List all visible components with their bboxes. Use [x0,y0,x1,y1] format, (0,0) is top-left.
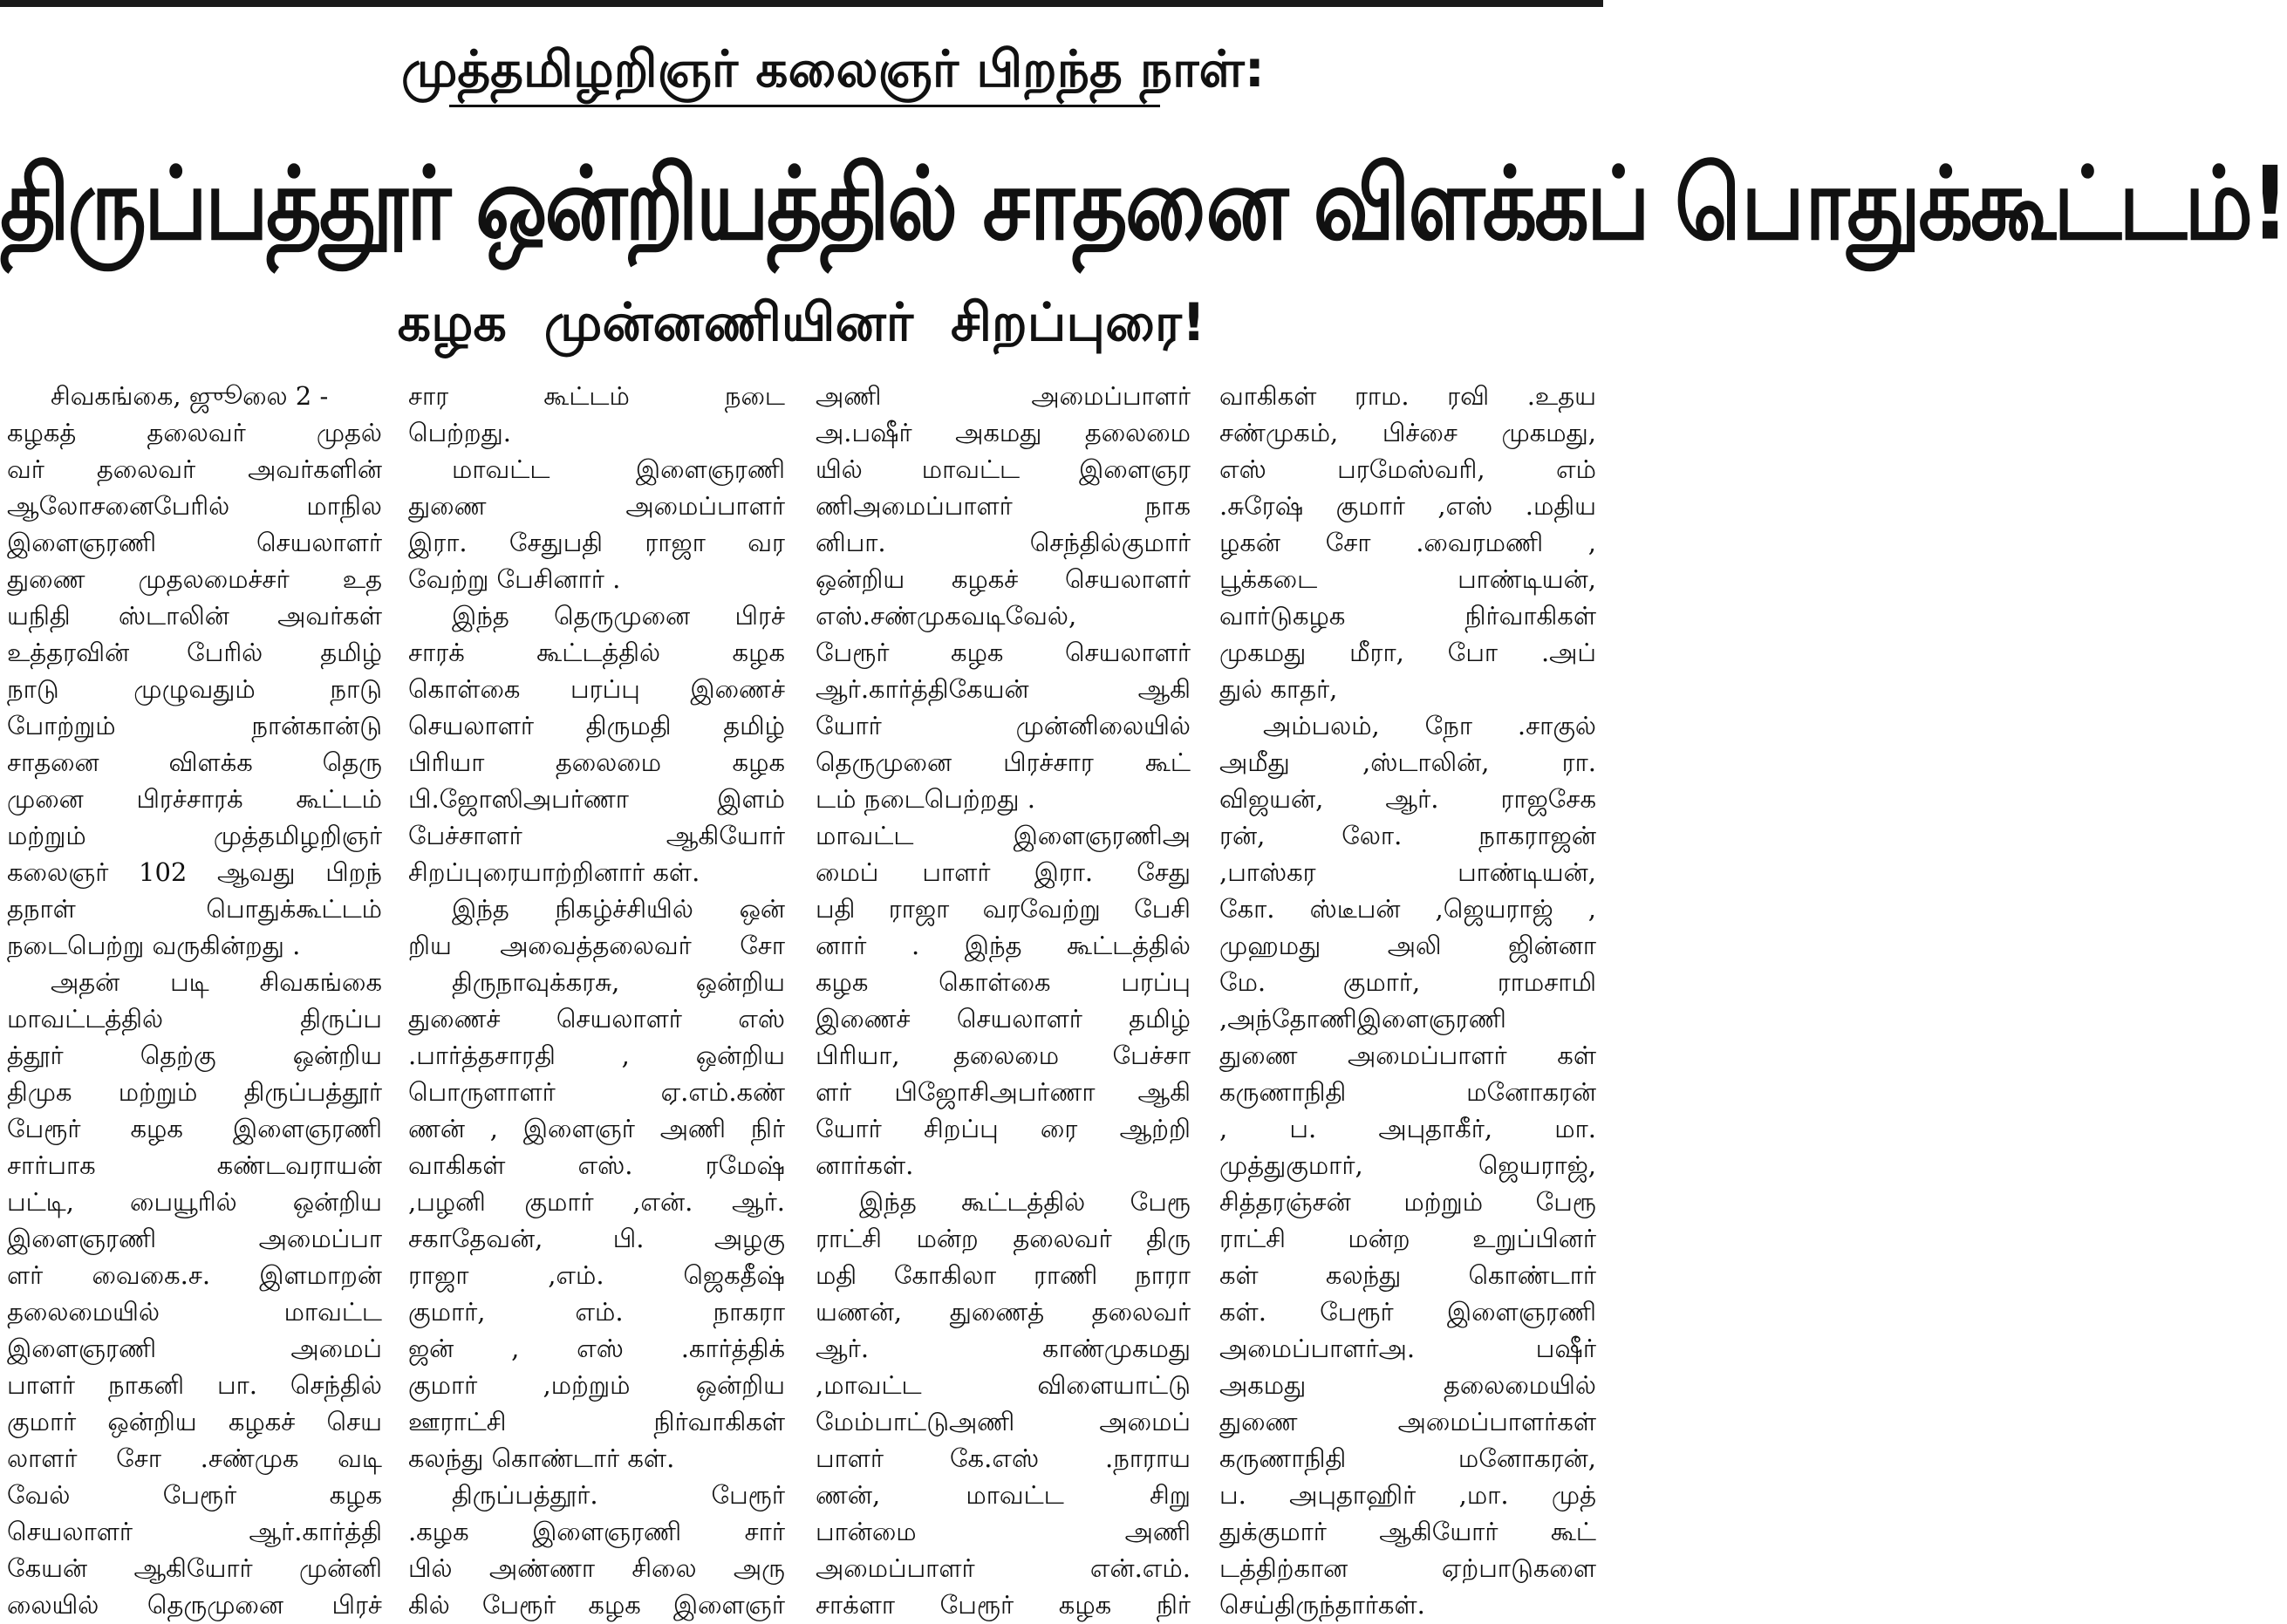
column-text-line: னார்கள். [816,1150,914,1180]
column-text-line: ஆர். காண்முகமது [816,1334,1191,1363]
column-text-line: டத்திற்கான ஏற்பாடுகளை [1219,1553,1596,1583]
column-text-line: சாதனை விளக்க தெரு [7,747,382,777]
column-text-line: துணை முதலமைச்சர் உத [7,564,382,594]
column-text-line: அமைப்பாளர்அ. பஷீர் [1219,1334,1596,1363]
column-text-line: மேம்பாட்டுஅணி அமைப் [816,1407,1191,1436]
column-text-line: சிறப்புரையாற்றினார் கள். [408,857,700,887]
column-text-line: திருநாவுக்கரசு, ஒன்றிய [452,967,785,997]
column-text-line: சண்முகம், பிச்சை முகமது, [1219,418,1596,447]
column-text-line: னிபா. செந்தில்குமார் [816,528,1191,557]
column-text-line: ,அந்தோணிஇளைஞரணி [1219,1004,1506,1034]
column-text-line: ணிஅமைப்பாளர் நாக [816,491,1191,521]
column-text-line: இந்த நிகழ்ச்சியில் ஒன் [452,894,785,924]
column-text-line: இளைஞரணி அமைப்பா [7,1224,382,1253]
column-text-line: துணை அமைப்பாளர்கள் [1219,1407,1596,1436]
column-text-line: அ.பஷீர் அகமது தலைமை [816,418,1191,447]
column-text-line: மே. குமார், ராமசாமி [1219,967,1596,997]
column-text-line: கலைஞர் 102 ஆவது பிறந் [7,857,382,887]
column-text-line: யநிதி ஸ்டாலின் அவர்கள் [7,601,382,631]
column-text-line: யோர் சிறப்பு ரை ஆற்றி [816,1114,1191,1143]
column-text-line: துக்குமார் ஆகியோர் கூட் [1219,1517,1596,1546]
column-text-line: ஆலோசனைபேரில் மாநில [7,491,382,521]
column-text-line: துணை அமைப்பாளர் [408,491,785,521]
column-text-line: பி.ஜோஸிஅபர்ணா இளம் [408,784,785,814]
column-text-line: பதி ராஜா வரவேற்று பேசி [816,894,1191,924]
column-text-line: லையில் தெருமுனை பிரச் [7,1590,382,1620]
column-text-line: இந்த கூட்டத்தில் பேரூ [859,1187,1191,1217]
column-text-line: சிவகங்கை, ஜுூலை 2 - [51,381,329,411]
column-text-line: தெருமுனை பிரச்சார கூட் [816,747,1191,777]
column-text-line: லாளர் சோ .சண்முக வடி [7,1443,382,1473]
column-text-line: இந்த தெருமுனை பிரச் [452,601,785,631]
article-kicker: முத்தமிழறிஞர் கலைஞர் பிறந்த நாள்: [401,39,1265,99]
column-text-line: ,பாஸ்கர பாண்டியன், [1219,857,1596,887]
column-text-line: அணி அமைப்பாளர் [816,381,1191,411]
column-text-line: ளர் வைகை.ச. இளமாறன் [7,1260,382,1290]
column-text-line: யில் மாவட்ட இளைஞர [816,454,1191,484]
column-text-line: குமார், எம். நாகரா [408,1297,785,1327]
column-text-line: றிய அவைத்தலைவர் சோ [408,931,785,960]
column-text-line: ணன், மாவட்ட சிறு [816,1480,1191,1510]
column-text-line: .பார்த்தசாரதி , ஒன்றிய [408,1041,785,1070]
column-text-line: கள் கலந்து கொண்டார் [1219,1260,1596,1290]
column-text-line: ராஜா ,எம். ஜெகதீஷ் [408,1260,785,1290]
column-text-line: பேச்சாளர் ஆகியோர் [408,821,785,850]
column-text-line: ப. அபுதாஹிர் ,மா. முத் [1219,1480,1596,1510]
text-column-3 [816,378,1191,1624]
column-text-line: மதி கோகிலா ராணி நாரா [816,1260,1191,1290]
column-text-line: தநாள் பொதுக்கூட்டம் [7,894,382,924]
column-text-line: சாக்ளா பேரூர் கழக நிர் [816,1590,1191,1620]
column-text-line: இரா. சேதுபதி ராஜா வர [408,528,785,557]
column-text-line: முனை பிரச்சாரக் கூட்டம் [7,784,382,814]
column-text-line: எஸ் பரமேஸ்வரி, எம் [1219,454,1596,484]
column-text-line: பாளர் கே.எஸ் .நாராய [816,1443,1191,1473]
column-text-line: ராட்சி மன்ற உறுப்பினர் [1219,1224,1596,1253]
text-column-1 [7,378,382,1624]
column-text-line: பிரியா தலைமை கழக [408,747,785,777]
column-text-line: பூக்கடை பாண்டியன், [1219,564,1596,594]
column-text-line: சாரக் கூட்டத்தில் கழக [408,638,785,667]
column-text-line: போற்றும் நான்கான்டு [7,711,382,740]
column-text-line: .சுரேஷ் குமார் ,எஸ் .மதிய [1219,491,1596,521]
column-text-line: கழக கொள்கை பரப்பு [816,967,1191,997]
column-text-line: நடைபெற்று வருகின்றது . [7,931,301,960]
column-text-line: டம் நடைபெற்றது . [816,784,1035,814]
text-column-2 [408,378,785,1624]
column-text-line: முத்துகுமார், ஜெயராஜ், [1219,1150,1596,1180]
column-text-line: ணன் , இளைஞர் அணி நிர் [408,1114,785,1143]
column-text-line: பேரூர் கழக செயலாளர் [816,638,1191,667]
column-text-line: ஒன்றிய கழகச் செயலாளர் [816,564,1191,594]
column-text-line: ளர் பிஜோசிஅபர்ணா ஆகி [816,1077,1191,1107]
column-text-line: மாவட்ட இளைஞரணி [452,454,785,484]
top-border-rule [0,0,1603,7]
column-text-line: வேல் பேரூர் கழக [7,1480,382,1510]
column-text-line: திமுக மற்றும் திருப்பத்தூர் [7,1077,382,1107]
column-text-line: தலைமையில் மாவட்ட [7,1297,382,1327]
column-text-line: வாகிகள் ராம. ரவி .உதய [1219,381,1596,411]
column-text-line: அதன் படி சிவகங்கை [51,967,382,997]
column-text-line: பட்டி, பையூரில் ஒன்றிய [7,1187,382,1217]
column-text-line: மைப் பாளர் இரா. சேது [816,857,1191,887]
column-text-line: வாகிகள் எஸ். ரமேஷ் [408,1150,785,1180]
article-headline: திருப்பத்தூர் ஒன்றியத்தில் சாதனை விளக்கப் பொதுக்கூட்டம்! [0,146,2287,263]
column-text-line: உத்தரவின் பேரில் தமிழ் [7,638,382,667]
column-text-line: கழகத் தலைவர் முதல் [7,418,382,447]
column-text-line: இணைச் செயலாளர் தமிழ் [816,1004,1191,1034]
column-text-line: கில் பேரூர் கழக இளைஞர் [408,1590,785,1620]
column-text-line: கொள்கை பரப்பு இணைச் [408,674,785,704]
column-text-line: வர் தலைவர் அவர்களின் [7,454,382,484]
column-text-line: அமைப்பாளர் என்.எம். [816,1553,1191,1583]
column-text-line: செயலாளர் ஆர்.கார்த்தி [7,1517,382,1546]
column-text-line: மாவட்ட இளைஞரணிஅ [816,821,1191,850]
column-text-line: சார்பாக கண்டவராயன் [7,1150,382,1180]
column-text-line: குமார் ,மற்றும் ஒன்றிய [408,1370,785,1400]
column-text-line: ஊராட்சி நிர்வாகிகள் [408,1407,785,1436]
column-text-line: ஆர்.கார்த்திகேயன் ஆகி [816,674,1191,704]
column-text-line: முஹமது அலி ஜின்னா [1219,931,1596,960]
column-text-line: விஜயன், ஆர். ராஜசேக [1219,784,1596,814]
column-text-line: யணன், துணைத் தலைவர் [816,1297,1191,1327]
article-body [0,378,1603,1624]
column-text-line: , ப. அபுதாகீர், மா. [1219,1114,1596,1143]
column-text-line: த்தூர் தெற்கு ஒன்றிய [7,1041,382,1070]
column-text-line: பில் அண்ணா சிலை அரு [408,1553,785,1583]
column-text-line: கோ. ஸ்டீபன் ,ஜெயராஜ் , [1219,894,1596,924]
column-text-line: ரன், லோ. நாகராஜன் [1219,821,1596,850]
column-text-line: எஸ்.சண்முகவடிவேல், [816,601,1077,631]
column-text-line: துல் காதர், [1219,674,1338,704]
column-text-line: இளைஞரணி செயலாளர் [7,528,382,557]
column-text-line: .கழக இளைஞரணி சார் [408,1517,785,1546]
column-text-line: ஜன் , எஸ் .கார்த்திக் [408,1334,785,1363]
column-text-line: செயலாளர் திருமதி தமிழ் [408,711,785,740]
column-text-line: ,மாவட்ட விளையாட்டு [816,1370,1191,1400]
column-text-line: ராட்சி மன்ற தலைவர் திரு [816,1224,1191,1253]
column-text-line: மாவட்டத்தில் திருப்ப [7,1004,382,1034]
column-text-line: கலந்து கொண்டார் கள். [408,1443,675,1473]
column-text-line: யோர் முன்னிலையில் [816,711,1191,740]
column-text-line: நாடு முழுவதும் நாடு [7,674,382,704]
column-text-line: அகமது தலைமையில் [1219,1370,1596,1400]
column-text-line: சகாதேவன், பி. அழகு [408,1224,785,1253]
text-column-4 [1219,378,1596,1624]
column-text-line: வார்டுகழக நிர்வாகிகள் [1219,601,1596,631]
column-text-line: இளைஞரணி அமைப் [7,1334,382,1363]
column-text-line: பாளர் நாகனி பா. செந்தில் [7,1370,382,1400]
column-text-line: கேயன் ஆகியோர் முன்னி [7,1553,382,1583]
column-text-line: மற்றும் முத்தமிழறிஞர் [7,821,382,850]
column-text-line: குமார் ஒன்றிய கழகச் செய [7,1407,382,1436]
column-text-line: னார் . இந்த கூட்டத்தில் [816,931,1191,960]
column-text-line: அம்பலம், நோ .சாகுல் [1263,711,1596,740]
column-text-line: பான்மை அணி [816,1517,1191,1546]
column-text-line: வேற்று பேசினார் . [408,564,621,594]
column-text-line: பிரியா, தலைமை பேச்சா [816,1041,1191,1070]
column-text-line: திருப்பத்தூர். பேரூர் [452,1480,785,1510]
column-text-line: கள். பேரூர் இளைஞரணி [1219,1297,1596,1327]
column-text-line: சார கூட்டம் நடை [408,381,785,411]
column-text-line: பேரூர் கழக இளைஞரணி [7,1114,382,1143]
article-subhead: கழக முன்னணியினர் சிறப்புரை! [397,292,1206,353]
column-text-line: செய்திருந்தார்கள். [1219,1590,1425,1620]
column-text-line: பொருளாளர் ஏ.எம்.கண் [408,1077,785,1107]
column-text-line: கருணாநிதி மனோகரன் [1219,1077,1596,1107]
kicker-underline [449,105,1160,107]
column-text-line: ,பழனி குமார் ,என். ஆர். [408,1187,785,1217]
column-text-line: ழகன் சோ .வைரமணி , [1219,528,1596,557]
column-text-line: கருணாநிதி மனோகரன், [1219,1443,1596,1473]
column-text-line: துணை அமைப்பாளர் கள் [1219,1041,1596,1070]
column-text-line: சித்தரஞ்சன் மற்றும் பேரூ [1219,1187,1596,1217]
column-text-line: முகமது மீரா, போ .அப் [1219,638,1596,667]
column-text-line: துணைச் செயலாளர் எஸ் [408,1004,785,1034]
column-text-line: பெற்றது. [408,418,511,447]
column-text-line: அமீது ,ஸ்டாலின், ரா. [1219,747,1596,777]
